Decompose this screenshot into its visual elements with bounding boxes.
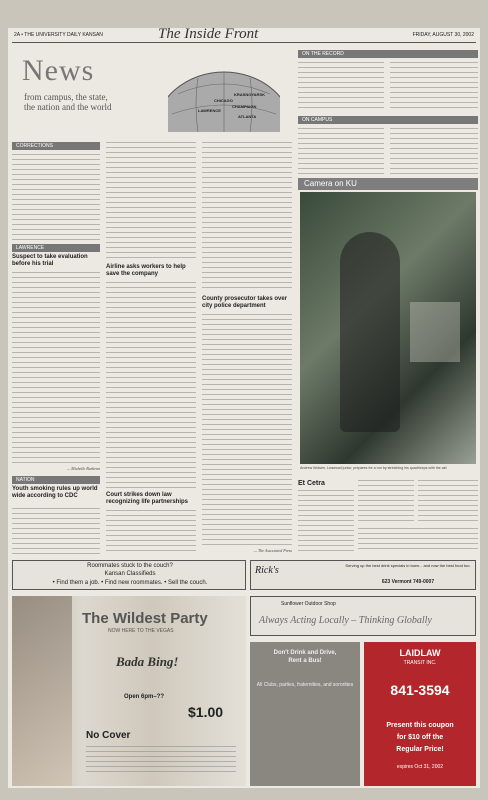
drink-line1: Don't Drink and Drive, bbox=[273, 650, 337, 656]
newspaper-page bbox=[8, 28, 480, 788]
etcetra-text-2 bbox=[358, 480, 414, 524]
wildest-fineprint bbox=[86, 746, 236, 776]
coupon-line1: Present this coupon bbox=[386, 722, 454, 729]
campus-text-right bbox=[390, 128, 478, 174]
suspect-story-text bbox=[12, 272, 100, 464]
news-subtitle: from campus, the state, the nation and the world bbox=[24, 92, 112, 112]
ad-ricks[interactable] bbox=[250, 560, 476, 590]
record-text-left bbox=[298, 62, 384, 112]
ad-roommates[interactable] bbox=[12, 560, 246, 590]
court-story-text bbox=[106, 510, 196, 554]
etcetra-text-3 bbox=[418, 480, 478, 524]
headline-county-prosecutor: County prosecutor takes over city police department bbox=[202, 296, 288, 309]
header-left: 2A • THE UNIVERSITY DAILY KANSAN bbox=[14, 32, 103, 38]
coupon-line2: for $10 off the bbox=[396, 734, 444, 741]
headline-suspect: Suspect to take evaluation before his trial bbox=[12, 254, 88, 267]
globe-label-champaign: CHAMPAIGN bbox=[232, 104, 257, 109]
roommates-line1: Roommates stuck to the couch? bbox=[87, 563, 173, 569]
globe-label-lawrence: LAWRENCE bbox=[198, 108, 221, 113]
camera-caption: Andrew Wolsen, Leawood junior, prepares for a run by stretching his quadriceps with the aid bbox=[300, 466, 447, 470]
roommates-line3: • Find them a job. • Find new roommates. • Sell the couch. bbox=[52, 580, 208, 586]
runner-silhouette bbox=[340, 232, 400, 432]
roommates-line2: Kansan Classifieds bbox=[104, 571, 156, 577]
smoking-story-text bbox=[12, 508, 100, 554]
bada-bing-logo: Bada Bing! bbox=[116, 654, 179, 669]
header-rule bbox=[12, 42, 476, 43]
header-date: FRIDAY, AUGUST 30, 2002 bbox=[412, 32, 474, 38]
col3-top-text bbox=[202, 142, 292, 292]
byline-burhenn: — Michelle Burhenn bbox=[66, 466, 100, 471]
globe-graphic bbox=[168, 54, 280, 132]
campus-text-left bbox=[298, 128, 384, 174]
headline-court: Court strikes down law recognizing life partnerships bbox=[106, 492, 189, 505]
ad-drink-drive[interactable] bbox=[250, 642, 360, 786]
wildest-photo bbox=[12, 596, 72, 786]
globe-label-atlanta: ATLANTA bbox=[238, 114, 257, 119]
bada-price: $1.00 bbox=[188, 704, 224, 720]
col2-top-text bbox=[106, 142, 196, 260]
etcetra-text-4 bbox=[358, 528, 478, 552]
news-title: News bbox=[22, 54, 95, 87]
section-on-the-record: ON THE RECORD bbox=[298, 50, 478, 58]
ad-sunflower[interactable] bbox=[250, 596, 476, 636]
headline-youth-smoking: Youth smoking rules up world wide according to CDC bbox=[12, 486, 98, 499]
camera-on-ku-header: Camera on KU bbox=[298, 178, 478, 190]
byline-ap: — The Associated Press bbox=[253, 548, 292, 553]
record-text-right bbox=[390, 62, 478, 112]
ad-laidlaw[interactable] bbox=[364, 642, 476, 786]
camera-photo bbox=[300, 192, 476, 464]
corrections-text bbox=[12, 154, 100, 240]
drink-line3: All Clubs, parties, fraternities, and sororities bbox=[256, 682, 354, 688]
background-window bbox=[410, 302, 460, 362]
headline-airline: Airline asks workers to help save the company bbox=[106, 264, 186, 277]
globe-label-chicago: CHICAGO bbox=[214, 98, 233, 103]
sunflower-tagline: Always Acting Locally – Thinking Globally bbox=[259, 615, 432, 626]
ricks-phone: 623 Vermont 749-0007 bbox=[381, 579, 435, 585]
section-nation: NATION bbox=[12, 476, 100, 484]
ad-wildest-party[interactable] bbox=[12, 596, 246, 786]
ricks-logo: Rick's bbox=[255, 565, 279, 576]
section-lawrence: LAWRENCE bbox=[12, 244, 100, 252]
et-cetra-heading: Et Cetra bbox=[298, 480, 325, 487]
page-header bbox=[8, 28, 480, 42]
coupon-expiry: expires Oct 31, 2002 bbox=[396, 764, 444, 770]
section-corrections: CORRECTIONS bbox=[12, 142, 100, 150]
ricks-tagline: Serving up the best drink specials in town... and now the best food too. bbox=[345, 563, 471, 568]
sunflower-name: Sunflower Outdoor Shop bbox=[281, 601, 336, 607]
wildest-subtitle: NOW HERE TO THE VEGAS bbox=[108, 628, 174, 634]
page-title: The Inside Front bbox=[158, 28, 259, 42]
coupon-line3: Regular Price! bbox=[396, 746, 444, 753]
laidlaw-logo: LAIDLAW bbox=[399, 648, 441, 658]
bada-hours: Open 6pm–?? bbox=[124, 694, 165, 700]
prosecutor-story-text bbox=[202, 314, 292, 546]
section-on-campus: ON CAMPUS bbox=[298, 116, 478, 124]
wildest-title: The Wildest Party bbox=[82, 610, 208, 627]
laidlaw-phone: 841-3594 bbox=[390, 682, 450, 698]
no-cover: No Cover bbox=[86, 730, 131, 741]
airline-story-text bbox=[106, 282, 196, 488]
drink-line2: Rent a Bus! bbox=[288, 658, 322, 664]
globe-label-krasnoyarsk: KRASNOYARSK bbox=[234, 92, 265, 97]
laidlaw-subtitle: TRANSIT INC. bbox=[403, 660, 437, 666]
etcetra-text-1 bbox=[298, 490, 354, 552]
